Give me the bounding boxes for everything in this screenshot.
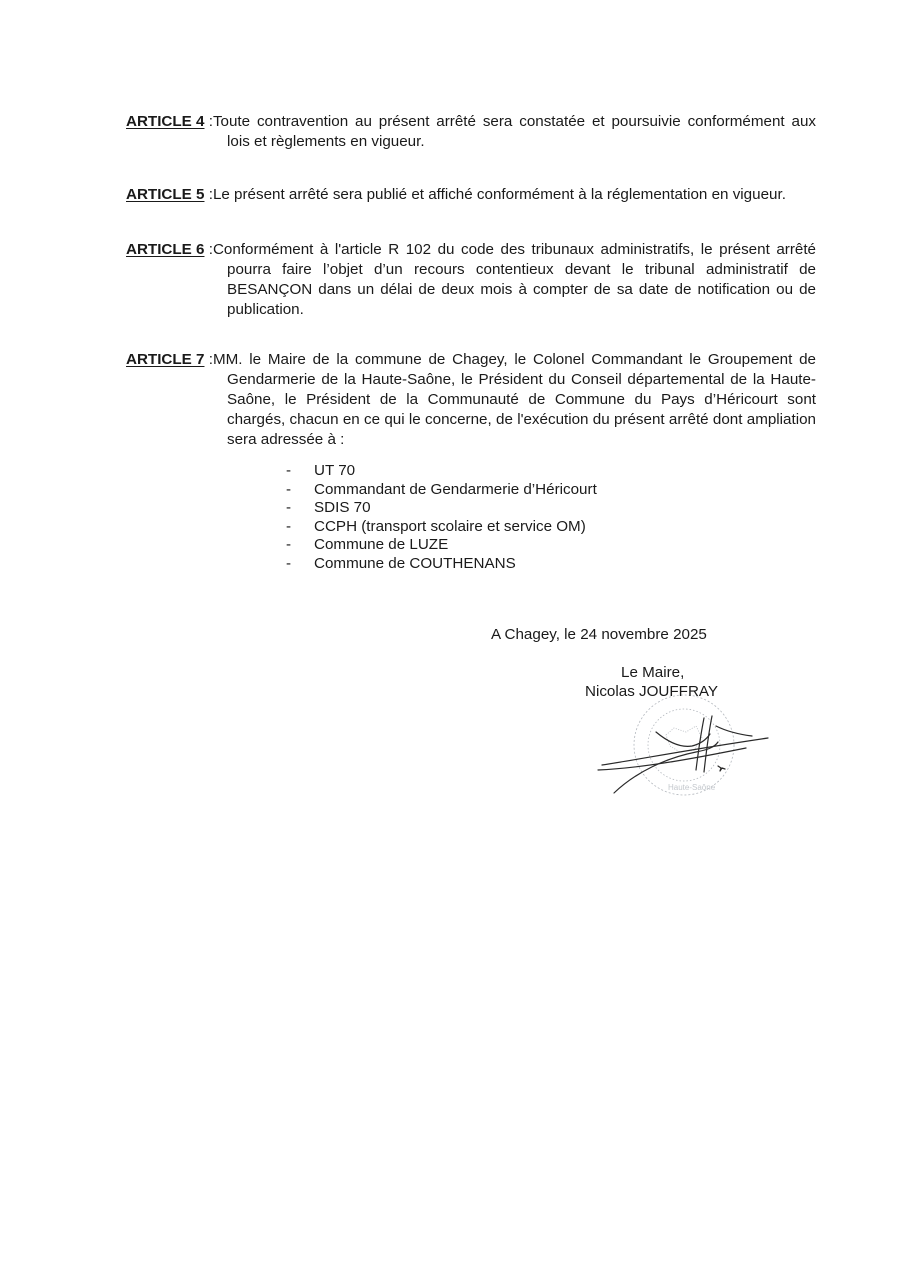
article-separator: : — [204, 351, 213, 368]
article-heading — [126, 350, 213, 370]
article-5 — [126, 185, 816, 205]
signatory-title: Le Maire, — [621, 664, 685, 681]
article-text — [212, 112, 816, 152]
signatory-name: Nicolas JOUFFRAY — [585, 683, 719, 700]
article-separator: : — [204, 113, 213, 130]
article-label: ARTICLE 5 — [126, 186, 205, 203]
article-4 — [126, 112, 816, 152]
svg-text:Haute-Saône: Haute-Saône — [668, 783, 716, 792]
article-separator: : — [204, 241, 213, 258]
article-text — [212, 350, 816, 450]
article-7-text: MM. le Maire de la commune de Chagey, le Colonel Commandant le Groupement de Gendarmerie de la Haute-Saône, le Président du Conseil départemental de la Haute-Saône, le Président de la Communauté de Commune du Pays d’Héricourt sont chargés, chacun en ce qui le concerne, de l'exécution du présent arrêté dont ampliation sera adressée à : — [212, 351, 816, 448]
article-label: ARTICLE 6 — [126, 241, 205, 258]
article-heading — [126, 240, 213, 260]
list-item: - Commune de LUZE — [286, 536, 597, 555]
list-item: - CCPH (transport scolaire et service OM) — [286, 518, 597, 537]
article-6 — [126, 240, 816, 320]
article-heading — [126, 112, 213, 132]
article-separator: : — [204, 186, 213, 203]
article-heading — [126, 185, 213, 205]
distribution-list — [286, 462, 597, 573]
list-item: - UT 70 — [286, 462, 597, 481]
article-label: ARTICLE 4 — [126, 113, 205, 130]
article-text — [212, 240, 816, 320]
list-item: - Commandant de Gendarmerie d’Héricourt — [286, 481, 597, 500]
handwritten-signature — [598, 716, 768, 793]
article-7 — [126, 350, 816, 450]
signature-stamp — [596, 690, 774, 800]
list-item: - Commune de COUTHENANS — [286, 555, 597, 574]
article-label: ARTICLE 7 — [126, 351, 205, 368]
place-date: A Chagey, le 24 novembre 2025 — [491, 626, 707, 643]
article-4-text: Toute contravention au présent arrêté sera constatée et poursuivie conformément aux lois et règlements en vigueur. — [212, 113, 816, 150]
list-item: - SDIS 70 — [286, 499, 597, 518]
article-5-text: Le présent arrêté sera publié et affiché conformément à la réglementation en vigueur. — [212, 186, 786, 203]
article-text — [212, 185, 816, 205]
article-6-text: Conformément à l'article R 102 du code des tribunaux administratifs, le présent arrêté pourra faire l’objet d’un recours contentieux devant le tribunal administratif de BESANÇON dans un délai de deux mois à compter de sa date de notification ou de publication. — [212, 241, 816, 318]
